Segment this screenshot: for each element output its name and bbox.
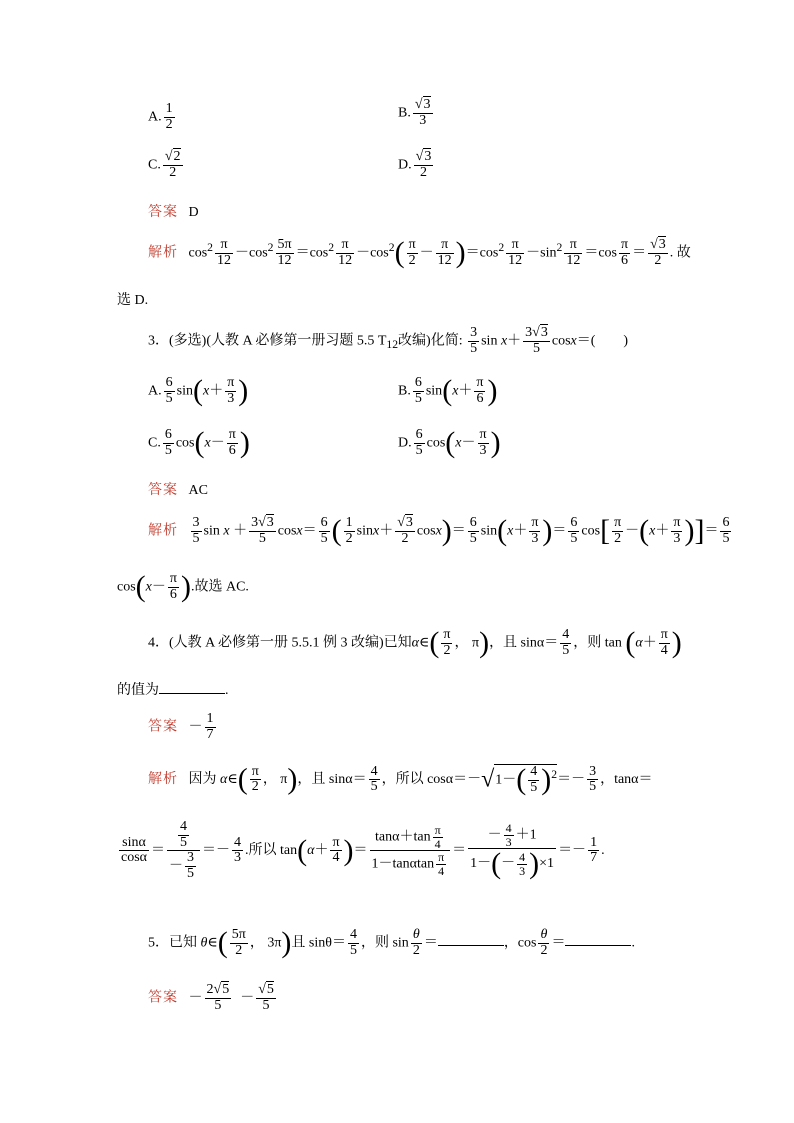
q2-analysis-cont: 选 D. bbox=[117, 293, 149, 308]
q4-analysis-cont: $\frac{\sin\alpha}{\cos\alpha}$ ＝ $\frac{4}{5}$ － $\frac{3}{5}$ ＝－ $\frac{4}{3}$ .所以 tan(α＋ $\frac{\pi}{4}$ )＝ tanα＋tan $\frac{\pi}{4}$ 1－tanαtan $\frac{\pi}{4}$ ＝ － $\frac{4}{3}$ ＋1 1－(－ $\frac{4}{3}$ )×1 ＝－ $\frac{1}{7}$ . bbox=[121, 819, 605, 882]
q5-stem: 5．已知 θ∈( $\frac{5\pi}{2}$ ， 3π)且 sinθ＝ $\frac{4}{5}$ ，则 sin $\frac{\theta}{2}$ ＝ ，cos $\frac{\theta}{2}$ ＝ . bbox=[148, 926, 635, 960]
answer-label: 答案 bbox=[148, 204, 178, 220]
analysis-text: 所以 tan bbox=[248, 843, 298, 859]
stem-text: 改编)化简: bbox=[398, 333, 463, 349]
q2-option-a: A. $\frac{1}{2}$ bbox=[148, 101, 173, 132]
stem-text: ，cos bbox=[503, 935, 537, 951]
answer-blank-sin[interactable] bbox=[438, 931, 504, 946]
stem-text: ，则 sin bbox=[360, 935, 409, 951]
answer-value: AC bbox=[188, 483, 208, 498]
answer-value: D bbox=[188, 205, 199, 220]
q3-answer bbox=[148, 481, 208, 500]
stem-text: 3．(多选)(人教 A 必修第一册习题 5.5 T bbox=[148, 333, 387, 349]
analysis-label: 解析 bbox=[148, 522, 178, 539]
q3-analysis: 解析 $\frac{3}{5}$ sin x ＋ $\frac{3√3}{5}$ cosx＝ $\frac{6}{5}$ ( $\frac{1}{2}$ sinx＋ $\frac{√3}{2}$ cosx)＝ $\frac{6}{5}$ sin(x＋ $\frac{\pi}{3}$ )＝ $\frac{6}{5}$ cos[ $\frac{\pi}{2}$ －(x＋ $\frac{\pi}{3}$ )]＝ $\frac{6}{5}$ bbox=[148, 514, 730, 548]
q2-analysis: 解析 $\cos^2$ $\frac{\pi}{12}$ $-\cos^2$ $\frac{5\pi}{12}$ $=\cos^2$ $\frac{\pi}{12}$ $-\cos^2$( $\frac{\pi}{2}$ － $\frac{\pi}{12}$ )$=\cos^2$ $\frac{\pi}{12}$ $-\sin^2$ $\frac{\pi}{12}$ ＝cos $\frac{\pi}{6}$ ＝ $\frac{√3}{2}$ . 故 bbox=[148, 236, 691, 270]
option-label: D. bbox=[398, 435, 412, 451]
stem-text: 且 sinθ＝ bbox=[291, 935, 346, 951]
answer-blank[interactable] bbox=[159, 679, 225, 694]
q2-option-b: B. $\frac{√3}{3}$ bbox=[398, 97, 431, 128]
analysis-text: ，tanα＝ bbox=[600, 771, 653, 787]
q4-answer: 答案 － $\frac{1}{7}$ bbox=[148, 711, 214, 742]
analysis-text: 因为 bbox=[188, 771, 217, 787]
option-label: A. bbox=[148, 109, 162, 125]
option-label: D. bbox=[398, 157, 412, 173]
analysis-label: 解析 bbox=[148, 244, 178, 261]
option-label: C. bbox=[148, 435, 161, 451]
q2-option-d: D. $\frac{√3}{2}$ bbox=[398, 149, 432, 180]
option-label: B. bbox=[398, 383, 411, 399]
stem-text: 的值为 bbox=[117, 683, 159, 698]
answer-blank-cos[interactable] bbox=[565, 931, 631, 946]
analysis-tail: .故选 AC. bbox=[190, 579, 249, 595]
q3-option-c: C. $\frac{6}{5}$ cos(x－ $\frac{\pi}{6}$ ) bbox=[148, 426, 250, 460]
option-label: C. bbox=[148, 157, 161, 173]
q4-stem: 4．(人教 A 必修第一册 5.5.1 例 3 改编)已知α∈( $\frac{\pi}{2}$ ， π)，且 sinα＝ $\frac{4}{5}$ ，则 tan (α＋ $\frac{\pi}{4}$ ) bbox=[148, 626, 682, 660]
stem-text: ，则 tan bbox=[573, 635, 622, 651]
q3-stem: 3．(多选)(人教 A 必修第一册习题 5.5 $T_{12}$改编)化简: $\frac{3}{5}$ sin x＋ $\frac{3√3}{5}$ cosx＝( ) bbox=[148, 325, 629, 356]
analysis-text: ，且 sinα＝ bbox=[297, 771, 367, 787]
q4-analysis: 解析 因为 α∈( $\frac{\pi}{2}$ ， π)，且 sinα＝ $\frac{4}{5}$ ，所以 cosα＝－√1－( $\frac{4}{5}$ )$^2$＝－ $\frac{3}{5}$ ，tanα＝ bbox=[148, 762, 653, 797]
q3-analysis-cont: cos(x－ $\frac{\pi}{6}$ ).故选 AC. bbox=[117, 570, 249, 604]
q3-option-b: B. $\frac{6}{5}$ sin(x＋ $\frac{\pi}{6}$ ) bbox=[398, 374, 498, 408]
analysis-label: 解析 bbox=[148, 770, 178, 787]
analysis-tail: . 故 bbox=[669, 245, 691, 261]
answer-label: 答案 bbox=[148, 989, 178, 1006]
option-label: A. bbox=[148, 383, 162, 399]
q3-option-d: D. $\frac{6}{5}$ cos(x－ $\frac{\pi}{3}$ ) bbox=[398, 426, 501, 460]
stem-sub: 12 bbox=[386, 338, 399, 352]
q5-answer: 答案 － $\frac{2√5}{5}$ － $\frac{√5}{5}$ bbox=[148, 982, 274, 1013]
answer-label: 答案 bbox=[148, 482, 178, 498]
option-label: B. bbox=[398, 105, 411, 121]
stem-text: ，且 sinα＝ bbox=[489, 635, 559, 651]
q3-option-a: A. $\frac{6}{5}$ sin(x＋ $\frac{\pi}{3}$ ) bbox=[148, 374, 249, 408]
analysis-text: ，所以 cosα＝－ bbox=[381, 771, 482, 787]
q4-stem-line2: 的值为 . bbox=[117, 679, 229, 700]
stem-text: 4．(人教 A 必修第一册 5.5.1 例 3 改编)已知 bbox=[148, 635, 412, 651]
q2-answer bbox=[148, 203, 199, 222]
stem-text: ＝( ) bbox=[576, 333, 629, 349]
stem-text: 5．已知 bbox=[148, 935, 197, 951]
answer-label: 答案 bbox=[148, 718, 178, 735]
q2-option-c: C. $\frac{√2}{2}$ bbox=[148, 149, 181, 180]
